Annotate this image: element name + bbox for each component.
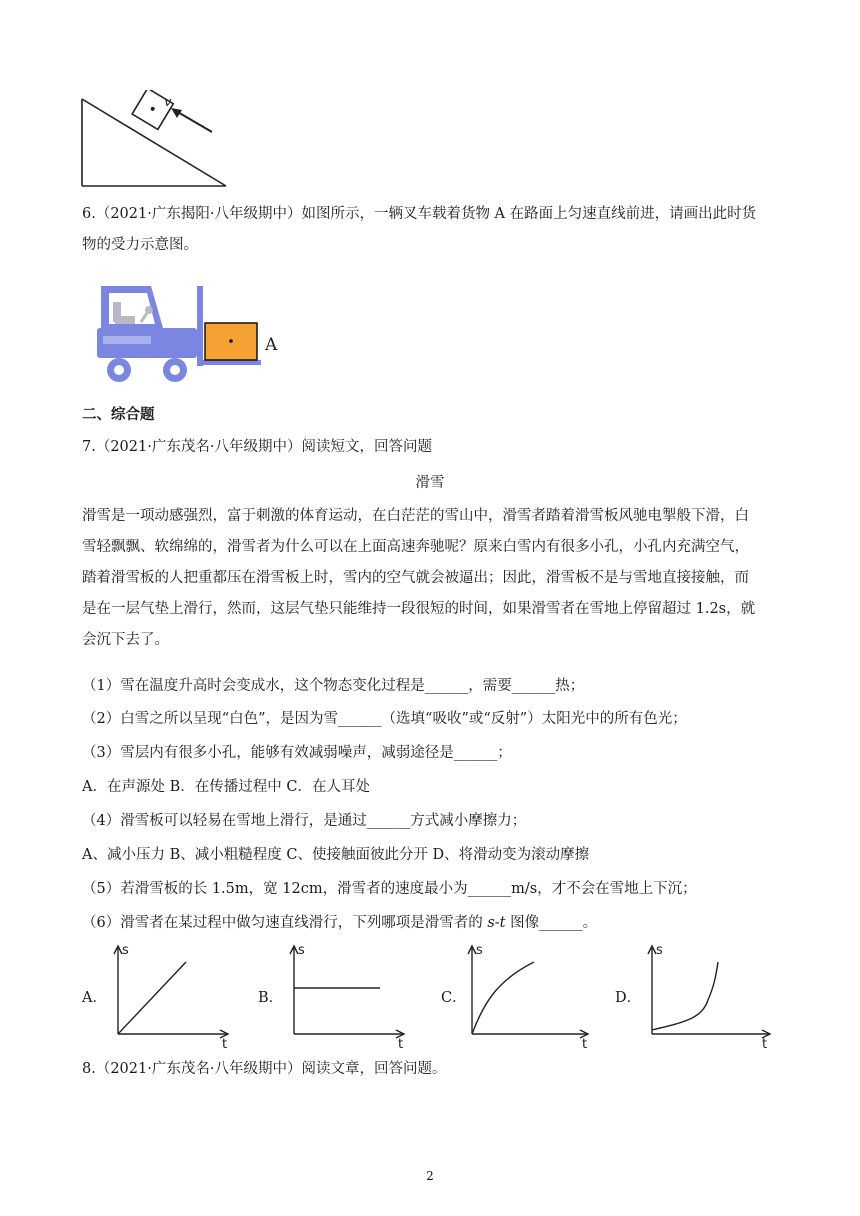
q7-sub2: （2）白雪之所以呈现“白色”，是因为雪______（选填“吸收”或“反射”）太阳光中的所有色光； bbox=[82, 711, 687, 727]
graph-d-curve bbox=[652, 962, 718, 1030]
article-paragraph-line: 雪轻飘飘、软绵绵的，滑雪者为什么可以在上面高速奔驰呢？原来白雪内有很多小孔，小孔内充满空气， bbox=[82, 539, 749, 555]
graph-option-b bbox=[280, 940, 410, 1050]
graph-c-x-axis: t bbox=[582, 1037, 588, 1050]
graph-option-c-label: C． bbox=[441, 990, 467, 1006]
page-number: 2 bbox=[426, 1169, 434, 1183]
q7-sub4: （4）滑雪板可以轻易在雪地上滑行，是通过______方式减小摩擦力； bbox=[82, 813, 527, 829]
graph-option-d bbox=[638, 940, 778, 1050]
article-paragraph-line: 滑雪是一项动感强烈，富于刺激的体育运动，在白茫茫的雪山中，滑雪者踏着滑雪板风驰电掣般下滑，白 bbox=[82, 508, 749, 524]
incline-figure bbox=[78, 90, 238, 190]
graph-option-c bbox=[458, 940, 598, 1050]
q7-sub4-options: A、减小压力 B、减小粗糙程度 C、使接触面彼此分开 D、将滑动变为滚动摩擦 bbox=[82, 847, 590, 863]
article-paragraph-line: 会沉下去了。 bbox=[82, 632, 169, 648]
graph-c-curve bbox=[472, 962, 534, 1034]
graph-d-y-axis: s bbox=[656, 943, 663, 958]
article-paragraph-line: 是在一层气垫上滑行，然而，这层气垫只能维持一段很短的时间，如果滑雪者在雪地上停留超过 1.2s，就 bbox=[82, 601, 756, 617]
graph-a-x-axis: t bbox=[222, 1037, 228, 1050]
q7-sub6-pre: （6）滑雪者在某过程中做匀速直线滑行，下列哪项是滑雪者的 bbox=[82, 915, 488, 931]
velocity-arrow bbox=[171, 108, 212, 132]
graph-option-b-label: B． bbox=[258, 990, 284, 1006]
q7-intro: 7.（2021·广东茂名·八年级期中）阅读短文，回答问题 bbox=[82, 439, 432, 455]
forklift-figure bbox=[93, 280, 293, 390]
cargo-box bbox=[205, 323, 257, 360]
article-title: 滑雪 bbox=[415, 475, 445, 491]
graph-option-d-label: D． bbox=[615, 990, 642, 1006]
graph-c-y-axis: s bbox=[476, 943, 483, 958]
q7-sub6 bbox=[82, 912, 597, 934]
graph-b-y-axis: s bbox=[298, 943, 305, 958]
q6-line2: 物的受力示意图。 bbox=[82, 237, 198, 253]
graph-a-curve bbox=[118, 962, 186, 1034]
velocity-label: v bbox=[164, 95, 172, 110]
q8-intro: 8.（2021·广东茂名·八年级期中）阅读文章，回答问题。 bbox=[82, 1061, 447, 1077]
q6-line1: 6.（2021·广东揭阳·八年级期中）如图所示，一辆叉车载着货物 A 在路面上匀速直线前进，请画出此时货 bbox=[82, 206, 757, 222]
graph-option-a bbox=[104, 940, 234, 1050]
q7-sub5: （5）若滑雪板的长 1.5m，宽 12cm，滑雪者的速度最小为______m/s，才不会在雪地上下沉； bbox=[82, 881, 697, 897]
graph-d-x-axis: t bbox=[762, 1037, 768, 1050]
cargo-label: A bbox=[265, 335, 278, 355]
graph-b-x-axis: t bbox=[398, 1037, 404, 1050]
article-paragraph-line: 踏着滑雪板的人把重都压在滑雪板上时，雪内的空气就会被逼出；因此，滑雪板不是与雪地直接接触，而 bbox=[82, 570, 749, 586]
q7-sub3: （3）雪层内有很多小孔，能够有效减弱噪声，减弱途径是______； bbox=[82, 745, 512, 761]
q7-sub3-options: A．在声源处 B．在传播过程中 C．在人耳处 bbox=[82, 779, 370, 795]
graph-option-a-label: A． bbox=[82, 990, 107, 1006]
q7-sub6-post: 图像______。 bbox=[505, 915, 598, 931]
section-title: 二、综合题 bbox=[82, 406, 155, 423]
q7-sub1: （1）雪在温度升高时会变成水，这个物态变化过程是______，需要______热； bbox=[82, 678, 585, 694]
q7-sub6-var: s-t bbox=[487, 915, 506, 931]
graph-a-y-axis: s bbox=[122, 943, 129, 958]
